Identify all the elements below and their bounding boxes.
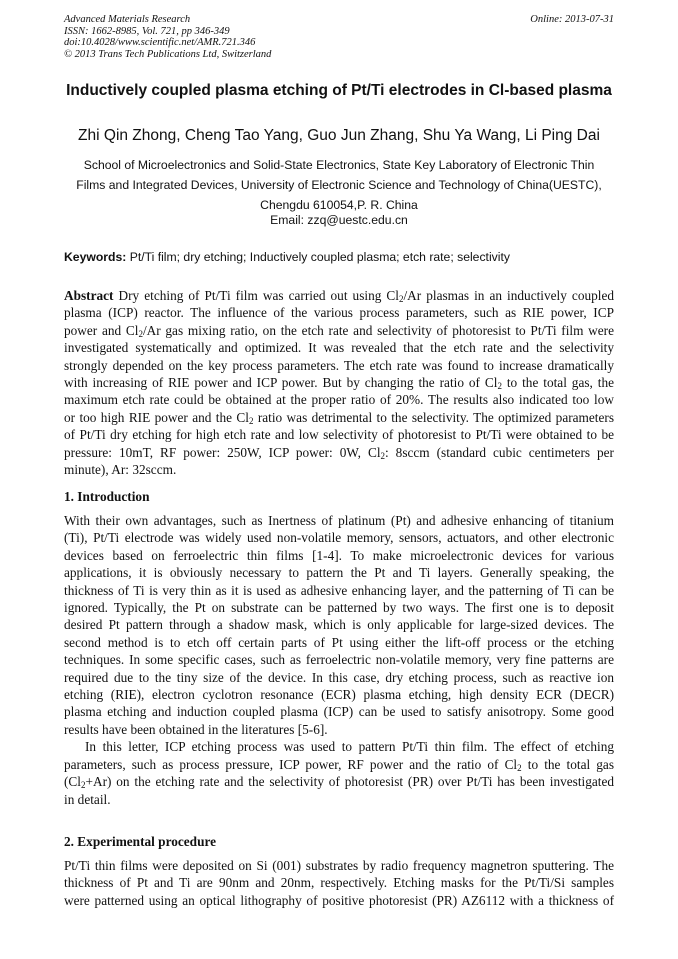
affiliation-line: Chengdu 610054,P. R. China (260, 198, 418, 212)
intro-line: in detail. (64, 791, 111, 807)
intro-line: ignored. Typically, the Pt on substrate can be patterned by two ways. The first one is to deposit (64, 600, 614, 616)
affiliation-line: Films and Integrated Devices, University of Electronic Science and Technology of China(UESTC), (76, 178, 602, 192)
keywords-label: Keywords: (64, 250, 127, 264)
online-date: Online: 2013-07-31 (530, 14, 614, 25)
abstract-line: Abstract Dry etching of Pt/Ti film was carried out using $Cl_2/Ar$ plasmas in an inductively coupled (64, 288, 615, 304)
issn-line: ISSN: 1662-8985, Vol. 721, pp 346-349 (64, 25, 230, 37)
section-heading-introduction: 1. Introduction (64, 489, 150, 504)
keywords-text: Pt/Ti film; dry etching; Inductively coupled plasma; etch rate; selectivity (129, 250, 510, 264)
intro-line: desired Pt pattern through a shadow mask, which is only applicable for large-sized devices. The (64, 617, 614, 633)
intro-line: required due to the tiny size of the device. In this case, dry etching process, such as reactive ion (64, 669, 614, 685)
intro-line: devices based on ferroelectric thin films [1-4]. To make microelectronic devices for various (64, 547, 614, 563)
abstract-line: strongly depended on the key process parameters. The etch rate was found to increase dramatically (64, 357, 614, 373)
intro-line: plasma etching and induction coupled plasma (ICP) can be used to satisfy anisotropy. Some good (64, 704, 614, 720)
experimental-body (64, 857, 614, 909)
journal-name: Advanced Materials Research (64, 14, 191, 25)
intro-line: techniques. In some specific cases, such as ferroelectric non-volatile memory, very fine patterns are (64, 652, 614, 668)
doi-line: doi:10.4028/www.scientific.net/AMR.721.346 (64, 37, 256, 48)
abstract-line: minute), Ar: 32sccm. (64, 462, 177, 478)
intro-line: applications, it is obviously necessary to pattern the Pt and Ti layers. Generally speaking, the (64, 565, 614, 581)
intro-line: With their own advantages, such as Inertness of platinum (Pt) and adhesive enhancing of titanium (64, 513, 614, 528)
intro-line: results have been obtained in the literatures [5-6]. (64, 721, 328, 737)
abstract-line: power and $Cl_2/Ar$ gas mixing ratio, on the etch rate and selectivity of photoresist to Pt/Ti film were (64, 322, 615, 339)
intro-line: thickness of Ti is very thin as it is used as adhesive enhancing layer, and the patterning of Ti can be (64, 582, 614, 598)
experimental-line: were patterned using an optical lithography of positive photoresist (PR) AZ6112 with a thickness of (64, 892, 614, 908)
abstract-line: maximum etch rate could be obtained at the proper ratio of 20%. The results also indicated too low (64, 392, 614, 408)
section-heading-experimental: 2. Experimental procedure (64, 834, 217, 849)
abstract-line: or too high RIE power and the $Cl_2$ ratio was detrimental to the selectivity. The optimized parameters (64, 409, 614, 426)
keywords (64, 250, 614, 264)
introduction-body (64, 512, 614, 808)
intro-line: etching (RIE), electron cyclotron resonance (ECR) plasma etching, high density ECR (DECR) (64, 687, 614, 703)
affiliation-line: School of Microelectronics and Solid-State Electronics, State Key Laboratory of Electronic Thin (83, 158, 595, 172)
abstract-line: investigated systematically and optimized. It was revealed that the etch rate and the selectivity (64, 340, 614, 356)
abstract-line: pressure: 10mT, RF power: 250W, ICP power: 0W, $Cl_2$: 8sccm (standard cubic centimeters per (64, 444, 614, 461)
intro-line: parameters, such as process pressure, ICP power, RF power and the ratio of $Cl_2$ to the total gas (64, 756, 615, 773)
intro-line: $(Cl_2+Ar)$ on the etching rate and the selectivity of photoresist (PR) over Pt/Ti has been investigated (64, 774, 614, 791)
abstract-line: with increasing of RIE power and ICP power. But by changing the ratio of $Cl_2$ to the total gas, the (64, 375, 614, 392)
intro-line: In this letter, ICP etching process was used to pattern Pt/Ti thin film. The effect of etching (85, 739, 614, 755)
abstract-line: plasma (ICP) reactor. The influence of the various process parameters, such as RIE power, ICP (64, 305, 614, 321)
experimental-line: Pt/Ti thin films were deposited on Si (001) substrates by radio frequency magnetron sputtering. The (64, 858, 614, 873)
intro-line: second method is to etch off certain parts of Pt using either the lift-off process or the etching (64, 634, 614, 650)
journal-header (64, 14, 271, 60)
intro-line: (Ti), Pt/Ti electrode was widely used non-volatile memory, sensors, actuators, and other electronic (64, 530, 614, 546)
paper-title: Inductively coupled plasma etching of Pt/Ti electrodes in Cl-based plasma (66, 82, 612, 99)
abstract (64, 287, 614, 478)
abstract-label: Abstract (64, 288, 114, 303)
abstract-line: of Pt/Ti dry etching for high etch rate and low selectivity of photoresist to Pt/Ti were obtained to be (64, 427, 614, 443)
experimental-line: thickness of Pt and Ti are 90nm and 20nm, respectively. Etching masks for the Pt/Ti/Si samples (64, 875, 614, 891)
author-list: Zhi Qin Zhong, Cheng Tao Yang, Guo Jun Zhang, Shu Ya Wang, Li Ping Dai (78, 127, 600, 144)
affiliation (64, 155, 614, 215)
email-address: Email: zzq@uestc.edu.cn (270, 213, 408, 227)
copyright-line: © 2013 Trans Tech Publications Ltd, Switzerland (64, 48, 272, 60)
